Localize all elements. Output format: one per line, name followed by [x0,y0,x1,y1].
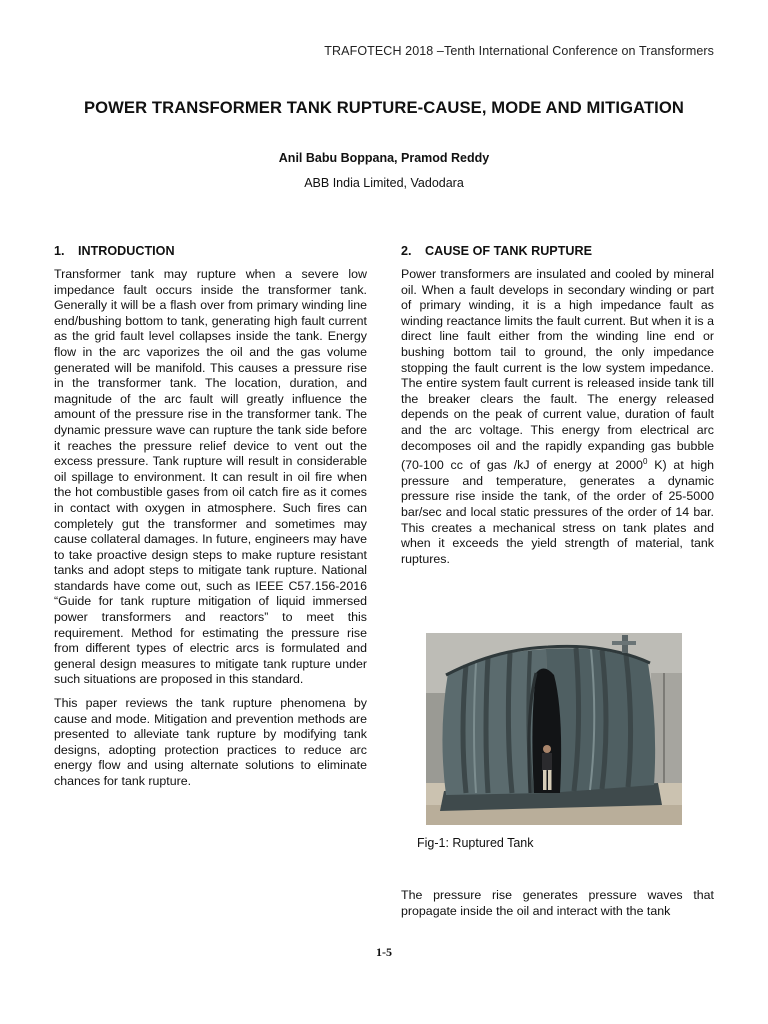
paper-authors: Anil Babu Boppana, Pramod Reddy [278,151,490,165]
section-heading-cause [401,244,714,258]
section-heading-introduction [54,244,367,258]
section-title: INTRODUCTION [78,244,175,258]
ruptured-tank-photo [426,633,682,825]
running-header: TRAFOTECH 2018 –Tenth International Conference on Transformers [324,44,714,58]
cause-text-part1: Power transformers are insulated and cooled by mineral oil. When a fault develops in secondary winding or part of primary winding, it is a high impedance fault as winding reactance limits the fault current. But when it is a direct line fault either from the winding line end or bushing bottom tail to ground, the only impedance stopping the fault current is the low system impedance. The entire system fault current is released inside tank till the breaker clears the fault. The energy released depends on the peak of current value, duration of fault and the arc voltage. This energy from electrical arc decomposes oil and the rapidly expanding gas bubble (70-100 cc of gas /kJ of energy at 2000 [401,267,714,473]
intro-paragraph-2: This paper reviews the tank rupture phenomena by cause and mode. Mitigation and prevention methods are presented to alleviate tank rupture by modifying tank designs, adopting protection practices to reduce arc energy flow and using alternate solutions to eliminate chances for tank rupture. [54,696,367,788]
intro-paragraph-1: Transformer tank may rupture when a severe low impedance fault occurs inside the transformer tank. Generally it will be a flash over from primary winding line end/bushing bottom to tank, generating high fault current as the grid fault level collapses inside the tank. Energy flow in the arc vaporizes the oil and the gas volume generated will be manifold. This causes a pressure rise in the transformer tank. The location, duration, and magnitude of the arc fault will greatly influence the amount of the pressure rise in the transformer tank. The dynamic pressure wave can rupture the tank side before it reaches the pressure relief device to vent out the excess pressure. Tank rupture will result in considerable oil spillage to environment. It can result in oil fire when the hot combustible gases from oil catch fire as it comes in contact with oxygen in atmosphere. Such fires can completely gut the transformer and sometimes may cause collateral damages. In future, engineers may have to take proactive design steps to make rupture resistant tanks and adopt steps to mitigate tank rupture. National standards have come out, such as IEEE C57.156-2016 “Guide for tank rupture mitigation of liquid immersed power transformers and reactors” to meet this requirement. Method for estimating the pressure rise from different types of electric arcs is formulated and general design measures to mitigate tank rupture under such situations are proposed in this standard. [54,267,367,687]
section-number: 1. [54,244,65,258]
figure-caption: Fig-1: Ruptured Tank [417,836,534,850]
paper-affiliation: ABB India Limited, Vadodara [304,176,464,190]
temperature-superscript: 0 [642,457,648,467]
section-number: 2. [401,244,412,258]
right-column [401,244,714,567]
cause-text-part2: K) at high pressure and temperature, generates a dynamic pressure rise inside the tank, of the order of 25-5000 bar/sec and local static pressures of the order of 14 bar. This creates a mechanical stress on tank plates and when it exceeds the yield strength of material, tank ruptures. [401,458,715,566]
paper-title: POWER TRANSFORMER TANK RUPTURE-CAUSE, MODE AND MITIGATION [84,98,684,117]
left-column [54,244,367,790]
section-title: CAUSE OF TANK RUPTURE [425,244,592,258]
ruptured-tank-illustration [426,633,682,825]
cause-paragraph-2: The pressure rise generates pressure waves that propagate inside the oil and interact with the tank [401,888,714,918]
page-number: 1-5 [376,945,392,959]
cause-paragraph-1 [401,267,714,567]
